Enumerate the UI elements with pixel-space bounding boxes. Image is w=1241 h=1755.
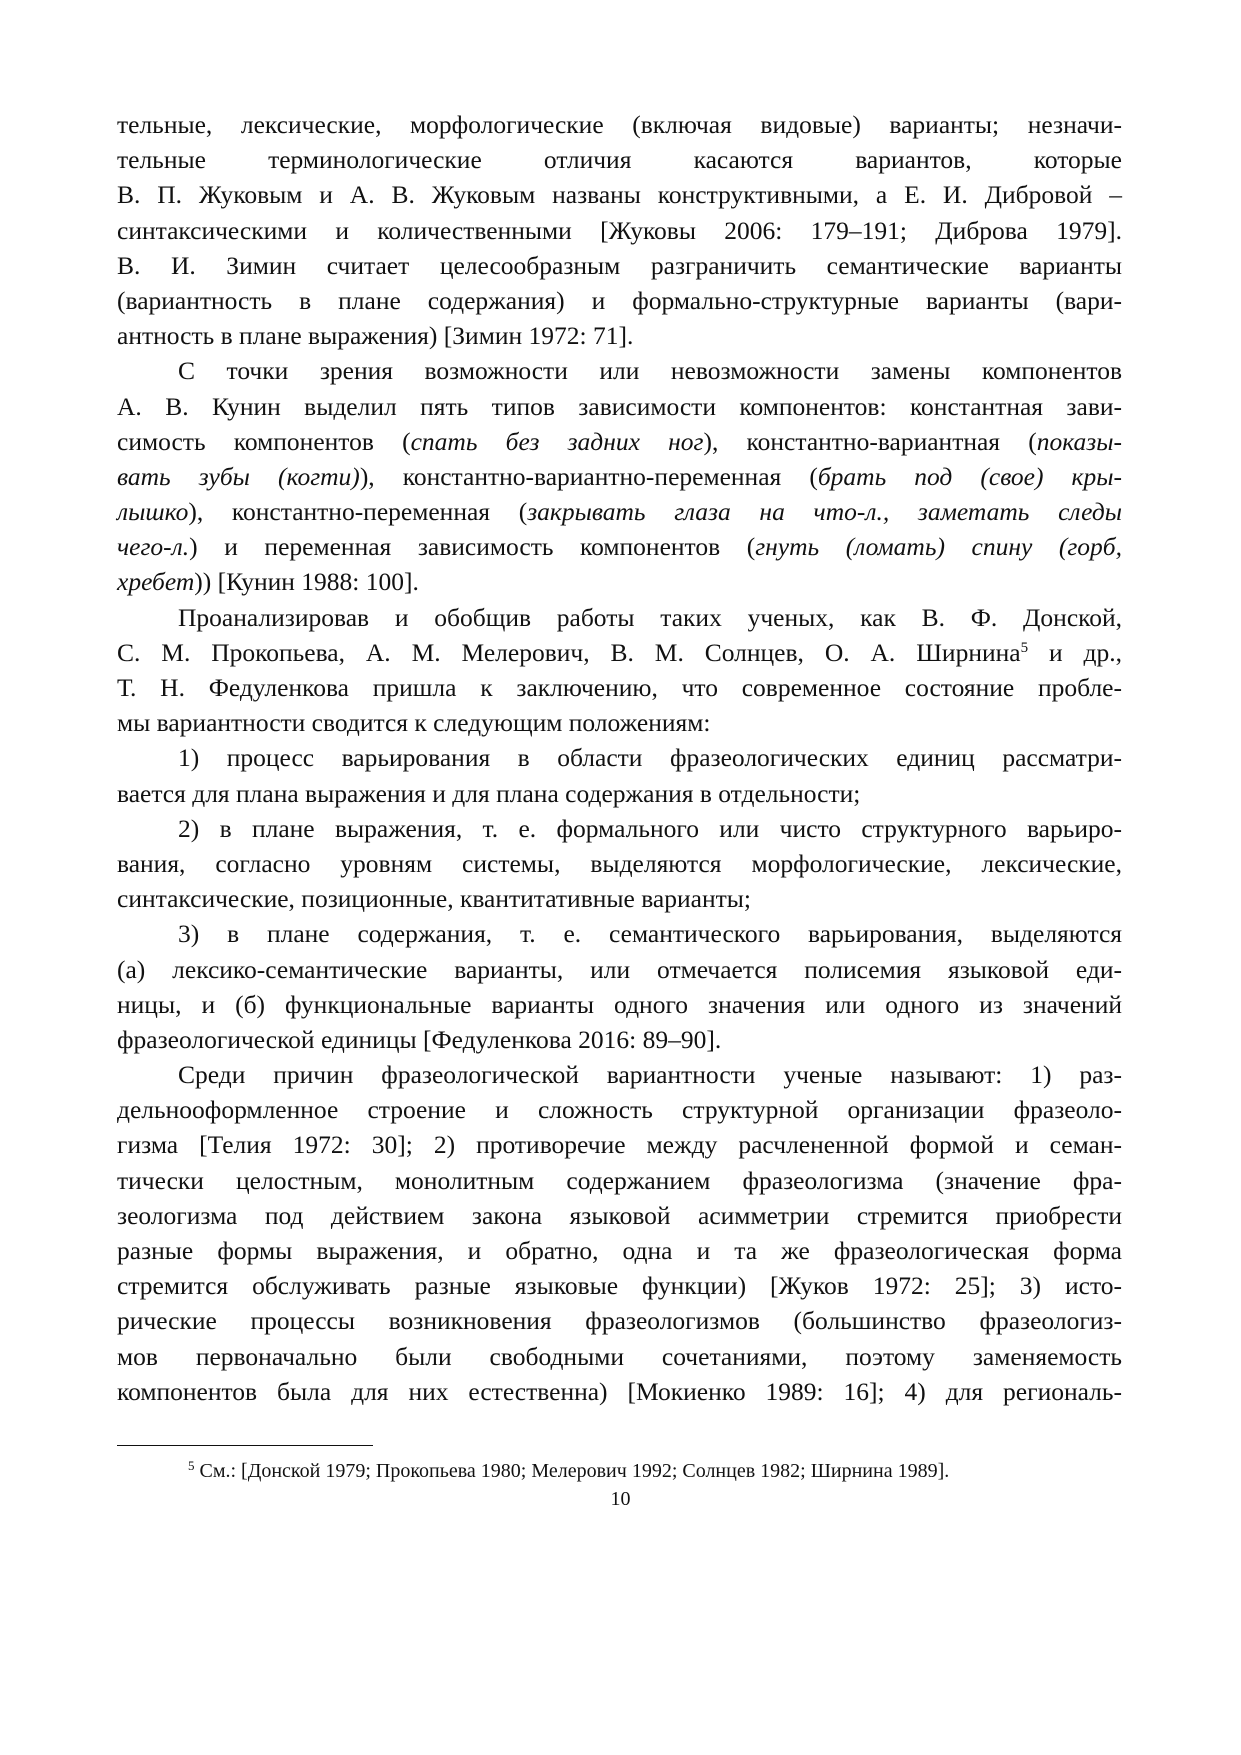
text-line [117, 459, 1122, 494]
text-segment: ), константно-переменная ( [188, 497, 528, 527]
text-segment: )) [Кунин 1988: 100]. [194, 567, 419, 597]
text-line [117, 881, 1122, 916]
text-line [117, 1303, 1122, 1338]
italic-example: спать без задних ног [410, 426, 704, 456]
text-segment: мы вариантности сводится к следующим положениям: [117, 708, 711, 738]
text-line [117, 1163, 1122, 1198]
footnote-marker: 5 [188, 1458, 195, 1473]
text-line [117, 1057, 1122, 1092]
text-line [117, 564, 1122, 599]
text-line [117, 1198, 1122, 1233]
text-line [117, 952, 1122, 987]
body-text [117, 107, 1122, 1409]
italic-example: закрывать глаза на что-л., заметать следы [527, 497, 1122, 527]
text-line [117, 776, 1122, 811]
text-segment: фразеологической единицы [Федуленкова 2016: 89–90]. [117, 1024, 722, 1054]
text-segment: вания, согласно уровням системы, выделяются морфологические, лексические, [117, 848, 1122, 878]
text-line [117, 1339, 1122, 1374]
text-segment: 2) в плане выражения, т. е. формального или чисто структурного варьиро- [178, 813, 1122, 843]
text-line [117, 283, 1122, 318]
italic-example: хребет [117, 567, 195, 597]
text-segment: ницы, и (б) функциональные варианты одного значения или одного из значений [117, 989, 1122, 1019]
text-segment: мов первоначально были свободными сочетаниями, поэтому заменяемость [117, 1341, 1122, 1371]
text-segment: вается для плана выражения и для плана содержания в отдельности; [117, 778, 861, 808]
text-segment: В. И. Зимин считает целесообразным разграничить семантические варианты [117, 250, 1122, 280]
text-line [117, 740, 1122, 775]
footnote-divider [117, 1445, 373, 1446]
text-segment: рические процессы возникновения фразеологизмов (большинство фразеологиз- [117, 1306, 1122, 1336]
text-segment: ) и переменная зависимость компонентов ( [189, 532, 756, 562]
text-line [117, 1268, 1122, 1303]
text-line [117, 353, 1122, 388]
text-line [117, 142, 1122, 177]
page-number: 10 [610, 1488, 631, 1510]
text-segment: Проанализировав и обобщив работы таких ученых, как В. Ф. Донской, [178, 602, 1122, 632]
text-segment: разные формы выражения, и обратно, одна и та же фразеологическая форма [117, 1236, 1122, 1265]
text-line [117, 670, 1122, 705]
text-line [117, 1022, 1122, 1057]
text-line [117, 1092, 1122, 1127]
text-segment: синтаксическими и количественными [Жуковы 2006: 179–191; Диброва 1979]. [117, 215, 1122, 245]
italic-example: чего-л. [117, 532, 190, 562]
text-segment: 1) процесс варьирования в области фразеологических единиц рассматри- [178, 743, 1122, 773]
text-segment: С точки зрения возможности или невозможности замены компонентов [178, 356, 1122, 386]
text-line [117, 318, 1122, 353]
text-line [117, 424, 1122, 459]
text-line [117, 1374, 1122, 1409]
text-segment: и др., [1028, 637, 1122, 667]
text-segment: (вариантность в плане содержания) и формально-структурные варианты (вари- [117, 285, 1122, 315]
footnote-reference: 5 [1020, 639, 1029, 656]
text-segment: ), константно-вариантная ( [703, 426, 1037, 456]
text-line [117, 248, 1122, 283]
italic-example: брать под (свое) кры- [817, 461, 1122, 491]
text-line [117, 107, 1122, 142]
text-segment: В. П. Жуковым и А. В. Жуковым названы конструктивными, а Е. И. Дибровой – [117, 180, 1122, 210]
text-line [117, 389, 1122, 424]
text-segment: А. В. Кунин выделил пять типов зависимости компонентов: константная зави- [117, 391, 1122, 421]
text-segment: тически целостным, монолитным содержанием фразеологизма (значение фра- [117, 1165, 1122, 1195]
text-segment: синтаксические, позиционные, квантитативные варианты; [117, 884, 751, 914]
italic-example: показы- [1036, 426, 1123, 456]
text-segment: дельнооформленное строение и сложность структурной организации фразеоло- [117, 1095, 1122, 1125]
footnote-text: См.: [Донской 1979; Прокопьева 1980; Мелерович 1992; Солнцев 1982; Ширнина 1989]. [194, 1460, 950, 1482]
text-segment: Т. Н. Федуленкова пришла к заключению, что современное состояние пробле- [117, 673, 1122, 702]
text-segment: (а) лексико-семантические варианты, или отмечается полисемия языковой еди- [117, 954, 1122, 984]
text-segment: тельные терминологические отличия касаются вариантов, которые [117, 145, 1122, 175]
text-segment: симость компонентов ( [117, 426, 411, 456]
text-line [117, 1233, 1122, 1268]
text-line [117, 705, 1122, 740]
text-line [117, 635, 1122, 670]
text-line [117, 811, 1122, 846]
text-segment: 3) в плане содержания, т. е. семантического варьирования, выделяются [178, 919, 1122, 949]
text-line [117, 916, 1122, 951]
italic-example: гнуть (ломать) спину (горб, [755, 532, 1122, 562]
text-segment: Среди причин фразеологической вариантности ученые называют: 1) раз- [178, 1060, 1122, 1090]
text-line [117, 1127, 1122, 1162]
text-segment: зеологизма под действием закона языковой асимметрии стремится приобрести [117, 1200, 1122, 1230]
text-line [117, 529, 1122, 564]
italic-example: лышко [117, 497, 189, 527]
text-line [117, 213, 1122, 248]
italic-example: вать зубы (когти) [117, 461, 360, 491]
text-segment: С. М. Прокопьева, А. М. Мелерович, В. М. Солнцев, О. А. Ширнина [117, 637, 1021, 667]
text-segment: ), константно-вариантно-переменная ( [359, 461, 818, 491]
text-line [117, 600, 1122, 635]
text-segment: антность в плане выражения) [Зимин 1972: 71]. [117, 321, 634, 351]
text-segment: тельные, лексические, морфологические (включая видовые) варианты; незначи- [117, 110, 1122, 139]
text-segment: компонентов была для них естественна) [Мокиенко 1989: 16]; 4) для региональ- [117, 1376, 1122, 1406]
text-segment: стремится обслуживать разные языковые функции) [Жуков 1972: 25]; 3) исто- [117, 1271, 1122, 1301]
footnote [188, 1458, 949, 1484]
text-line [117, 494, 1122, 529]
text-segment: гизма [Телия 1972: 30]; 2) противоречие между расчлененной формой и семан- [117, 1130, 1122, 1160]
text-line [117, 177, 1122, 212]
text-line [117, 987, 1122, 1022]
text-line [117, 846, 1122, 881]
